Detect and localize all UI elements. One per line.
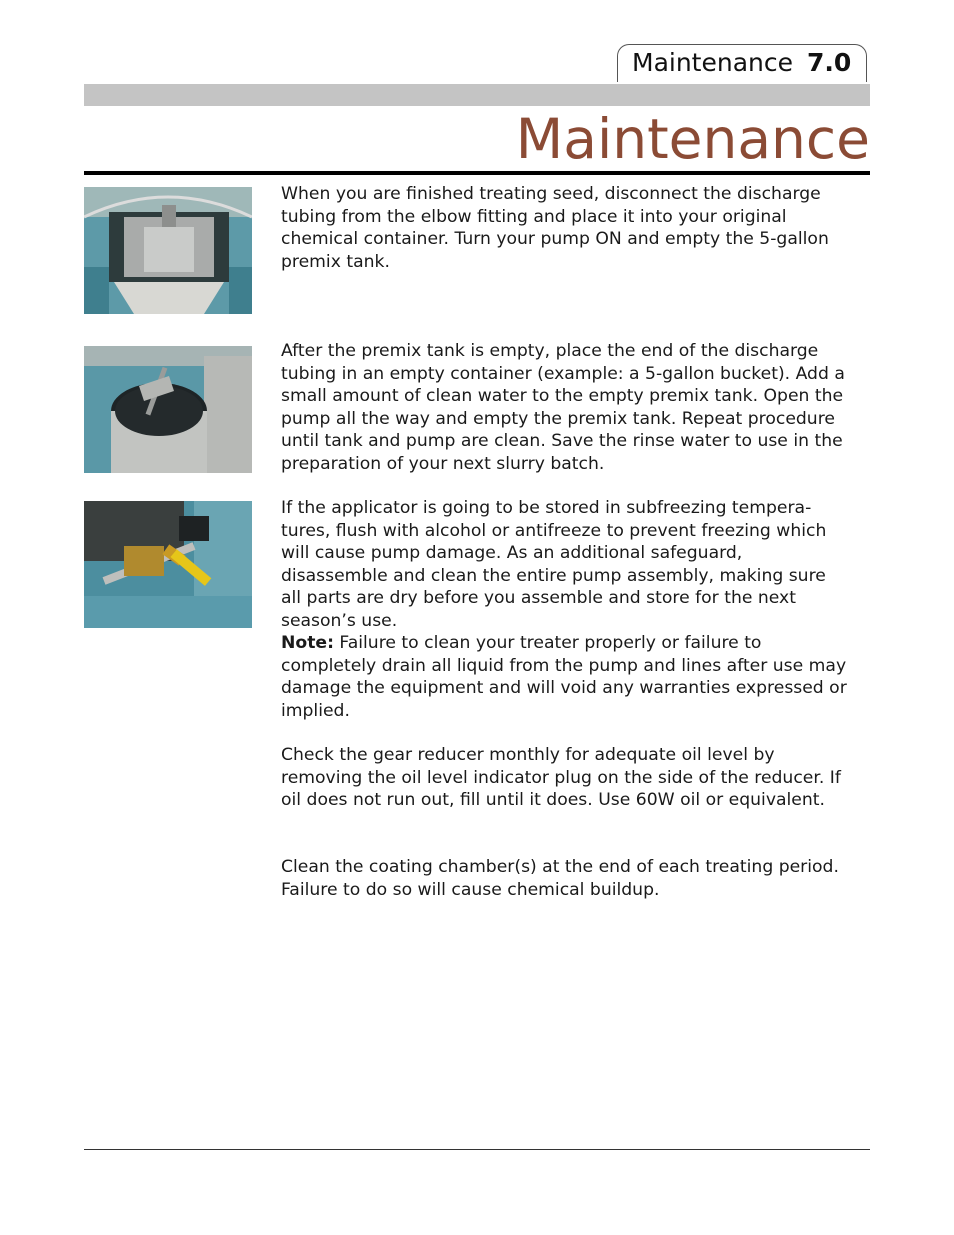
paragraph-1: When you are finished treating seed, disconnect the discharge tubing from the elbow fitting and place it into your original chemical container. Turn your pump ON and empty the 5-gallon premix tank. bbox=[281, 184, 829, 272]
note-label: Note: bbox=[281, 633, 334, 653]
note-paragraph bbox=[281, 632, 851, 722]
title-rule bbox=[84, 171, 870, 175]
footer-rule bbox=[84, 1149, 870, 1150]
section-tab-label: Maintenance bbox=[632, 48, 793, 77]
paragraph-3: If the applicator is going to be stored in subfreezing tempera-tures, flush with alcohol or antifreeze to prevent freezing which will cause pump damage. As an additional safeguard, disassemble and clean the entire pump assembly, making sure all parts are dry before you assemble and store for the next season’s use. bbox=[281, 498, 827, 631]
paragraph-4: Check the gear reducer monthly for adequate oil level by removing the oil level indicator plug on the side of the reducer. If oil does not run out, fill until it does. Use 60W oil or equivalent. bbox=[281, 745, 841, 811]
photo-pump-valve bbox=[84, 501, 252, 628]
photo-discharge-tubing bbox=[84, 187, 252, 314]
section-tab-number: 7.0 bbox=[807, 48, 852, 77]
header-bar bbox=[84, 84, 870, 106]
paragraph-5: Clean the coating chamber(s) at the end of each treating period. Failure to do so will cause chemical buildup. bbox=[281, 857, 839, 900]
photo-premix-tank bbox=[84, 346, 252, 473]
paragraph-2: After the premix tank is empty, place the end of the discharge tubing in an empty container (example: a 5-gallon bucket). Add a small amount of clean water to the empty premix tank. Open the pump all the way and empty the premix tank. Repeat procedure until tank and pump are clean. Save the rinse water to use in the preparation of your next slurry batch. bbox=[281, 341, 845, 474]
page-title: Maintenance bbox=[515, 107, 870, 171]
section-tab bbox=[617, 44, 867, 82]
note-text: Failure to clean your treater properly or failure to completely drain all liquid from the pump and lines after use may damage the equipment and will void any warranties expressed or implied. bbox=[281, 633, 847, 721]
